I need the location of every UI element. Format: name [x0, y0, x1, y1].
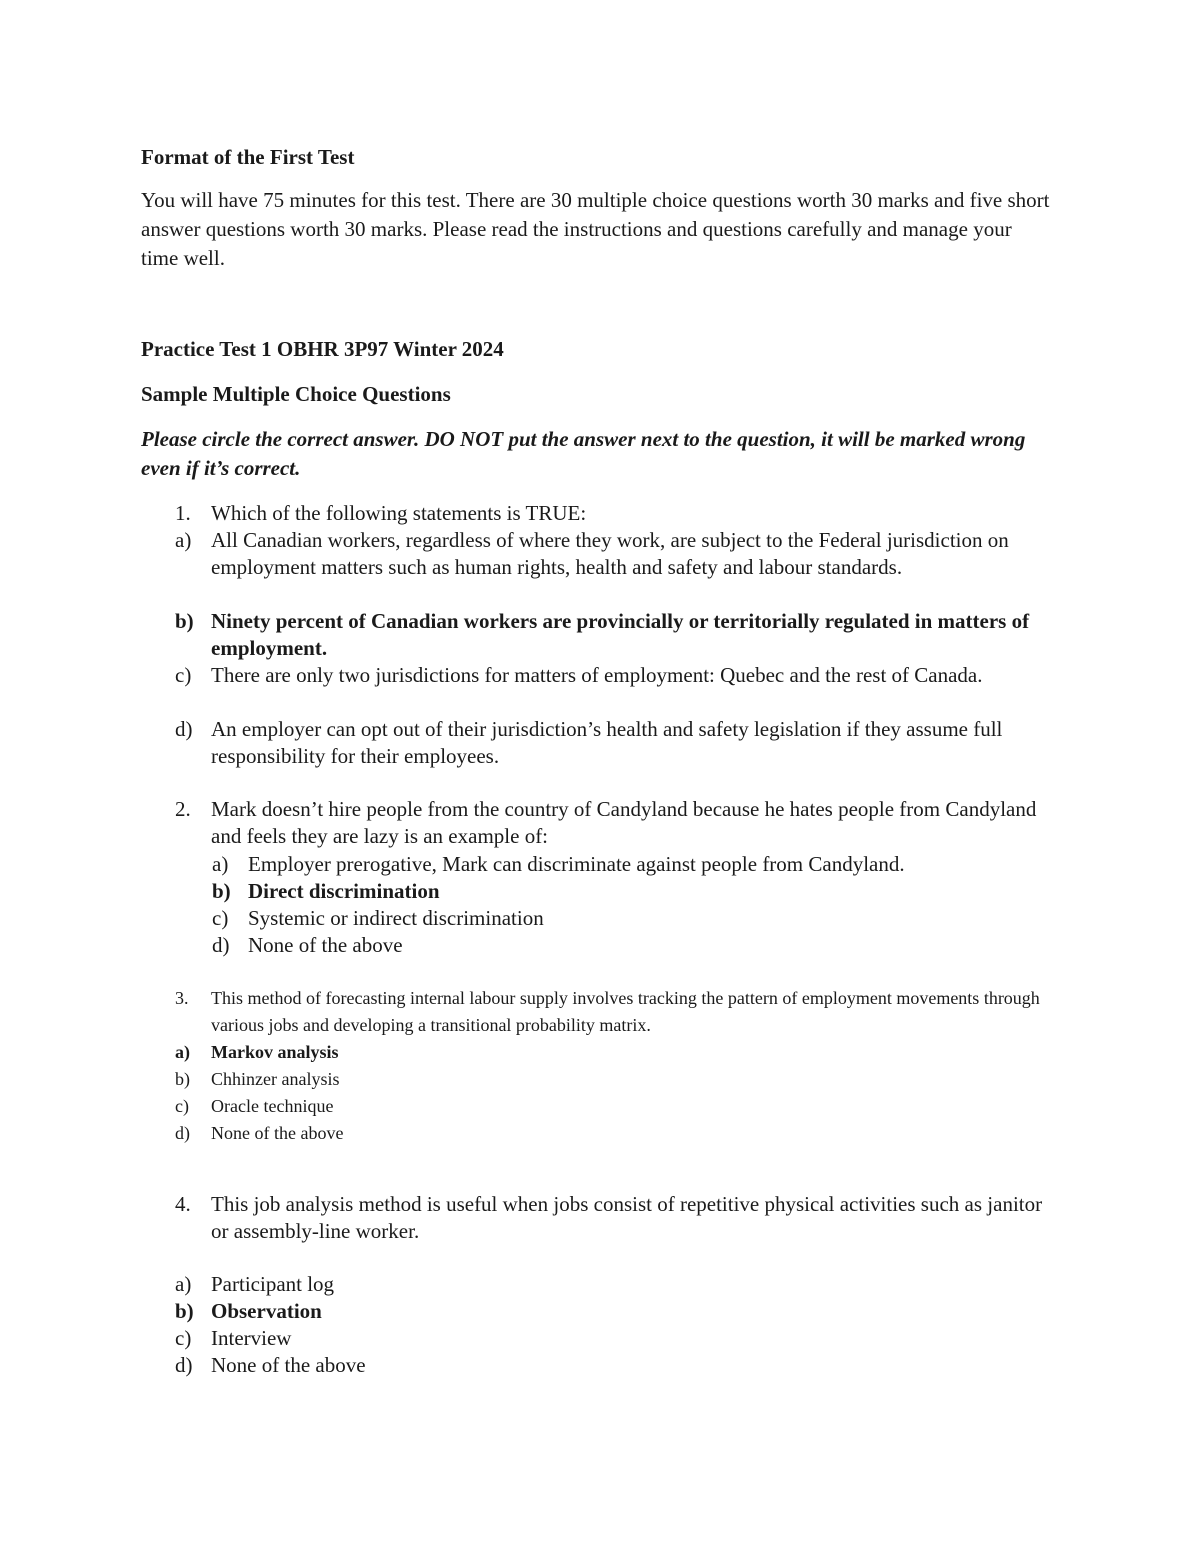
option-text: Observation — [211, 1299, 322, 1323]
question-text: This method of forecasting internal labour supply involves tracking the pattern of employment movements through various jobs and developing a transitional probability matrix. — [211, 988, 1040, 1035]
question-3 — [175, 985, 1055, 1039]
option-letter: b) — [175, 1299, 194, 1323]
practice-title: Practice Test 1 OBHR 3P97 Winter 2024 — [141, 337, 504, 361]
question-2 — [175, 796, 1055, 850]
option-letter: d) — [175, 1353, 193, 1377]
question-text: Mark doesn’t hire people from the country of Candyland because he hates people from Candyland and feels they are lazy is an example of: — [211, 797, 1037, 848]
q4-option-d — [175, 1352, 1055, 1379]
option-text: Ninety percent of Canadian workers are provincially or territorially regulated in matters of employment. — [211, 609, 1030, 660]
option-text: Markov analysis — [211, 1042, 339, 1062]
format-heading: Format of the First Test — [141, 145, 355, 169]
question-number: 3. — [175, 988, 189, 1008]
question-text: Which of the following statements is TRUE: — [211, 501, 587, 525]
option-letter: d) — [175, 1123, 190, 1143]
option-letter: a) — [175, 528, 192, 552]
option-letter: b) — [212, 879, 231, 903]
question-text: This job analysis method is useful when jobs consist of repetitive physical activities such as janitor or assembly-line worker. — [211, 1192, 1043, 1243]
q3-option-c — [175, 1093, 1055, 1120]
option-text: Chhinzer analysis — [211, 1069, 340, 1089]
option-text: All Canadian workers, regardless of where they work, are subject to the Federal jurisdiction on employment matters such as human rights, health and safety and labour standards. — [211, 528, 1009, 579]
option-letter: d) — [175, 717, 193, 741]
q2-option-d — [212, 932, 1052, 959]
q1-option-c — [175, 662, 1055, 689]
q2-option-b — [212, 878, 1052, 905]
option-text: Systemic or indirect discrimination — [248, 906, 544, 930]
option-letter: b) — [175, 1069, 190, 1089]
option-text: There are only two jurisdictions for matters of employment: Quebec and the rest of Canada. — [211, 663, 983, 687]
option-text: Participant log — [211, 1272, 335, 1296]
option-text: None of the above — [211, 1353, 366, 1377]
option-text: None of the above — [211, 1123, 344, 1143]
question-number: 2. — [175, 797, 191, 821]
q3-option-a — [175, 1039, 1055, 1066]
option-letter: a) — [175, 1042, 190, 1062]
option-text: Oracle technique — [211, 1096, 334, 1116]
option-text: Interview — [211, 1326, 292, 1350]
question-number: 1. — [175, 501, 191, 525]
format-paragraph: You will have 75 minutes for this test. There are 30 multiple choice questions worth 30 marks and five short answer questions worth 30 marks. Please read the instructions and questions carefully and manage your time well. — [141, 188, 1050, 270]
q1-option-b — [175, 608, 1055, 662]
practice-subtitle: Sample Multiple Choice Questions — [141, 382, 451, 406]
q2-option-c — [212, 905, 1052, 932]
option-text: Direct discrimination — [248, 879, 440, 903]
option-text: An employer can opt out of their jurisdiction’s health and safety legislation if they assume full responsibility for their employees. — [211, 717, 1003, 768]
q4-option-c — [175, 1325, 1055, 1352]
option-letter: d) — [212, 933, 230, 957]
question-1 — [175, 500, 1055, 527]
option-letter: c) — [212, 906, 229, 930]
option-letter: c) — [175, 1326, 192, 1350]
q1-option-d — [175, 716, 1055, 770]
option-letter: c) — [175, 663, 192, 687]
question-4 — [175, 1191, 1055, 1245]
option-letter: a) — [212, 852, 229, 876]
q4-option-b — [175, 1298, 1055, 1325]
q4-option-a — [175, 1271, 1055, 1298]
instructions: Please circle the correct answer. DO NOT put the answer next to the question, it will be marked wrong even if it’s correct. — [141, 427, 1026, 480]
q3-option-d — [175, 1120, 1055, 1147]
q3-option-b — [175, 1066, 1055, 1093]
option-letter: c) — [175, 1096, 189, 1116]
option-text: Employer prerogative, Mark can discriminate against people from Candyland. — [248, 852, 905, 876]
option-letter: a) — [175, 1272, 192, 1296]
q2-option-a — [212, 851, 1052, 878]
q1-option-a — [175, 527, 1055, 581]
option-text: None of the above — [248, 933, 403, 957]
option-letter: b) — [175, 609, 194, 633]
question-number: 4. — [175, 1192, 191, 1216]
